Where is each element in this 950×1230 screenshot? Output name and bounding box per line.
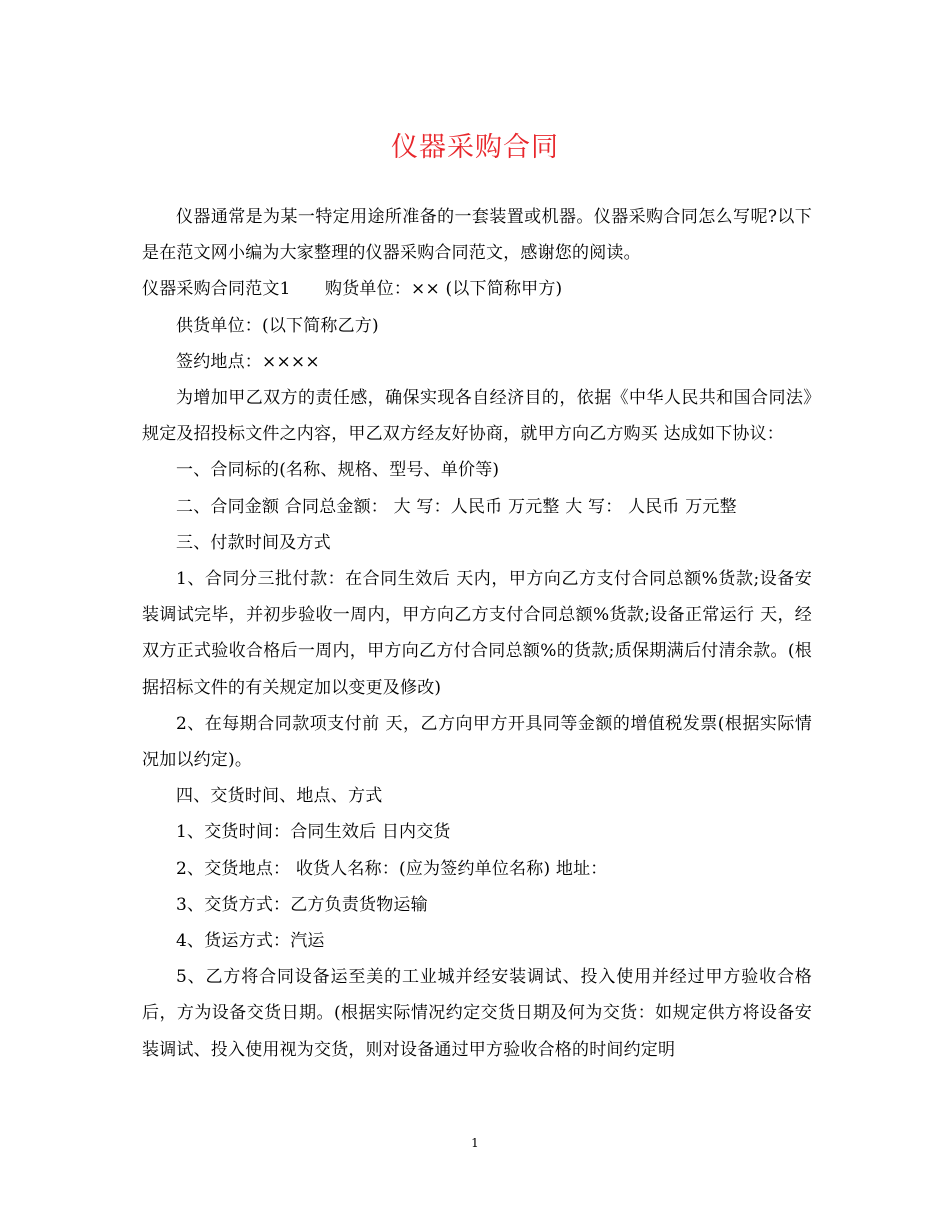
paragraph: 5、乙方将合同设备运至美的工业城并经安装调试、投入使用并经过甲方验收合格后，方为设备交货日期。(根据实际情况约定交货日期及何为交货：如规定供方将设备安装调试、投入使用视为交货，则对设备通过甲方验收合格的时间约定明	[142, 967, 812, 1060]
paragraph: 仪器采购合同范文1 购货单位：×× (以下简称甲方)	[142, 279, 563, 300]
paragraph: 为增加甲乙双方的责任感，确保实现各自经济目的，依据《中华人民共和国合同法》规定及招投标文件之内容，甲乙双方经友好协商，就甲方向乙方购买 达成如下协议：	[142, 388, 812, 445]
paragraph: 二、合同金额 合同总金额： 大 写：人民币 万元整 大 写： 人民币 万元整	[176, 496, 737, 517]
paragraph: 1、合同分三批付款：在合同生效后 天内，甲方向乙方支付合同总额%货款;设备安装调试完毕，并初步验收一周内，甲方向乙方支付合同总额%货款;设备正常运行 天，经双方正式验收合格后一周内，甲方向乙方付合同总额%的货款;质保期满后付清余款。(根据招标文件的有关规定加以变更及修改)	[142, 569, 812, 698]
paragraph: 2、在每期合同款项支付前 天，乙方向甲方开具同等金额的增值税发票(根据实际情况加以约定)。	[142, 713, 812, 771]
paragraph: 1、交货时间：合同生效后 日内交货	[176, 822, 451, 843]
paragraph: 三、付款时间及方式	[176, 532, 331, 553]
paragraph: 仪器通常是为某一特定用途所准备的一套装置或机器。仪器采购合同怎么写呢?以下是在范文网小编为大家整理的仪器采购合同范文，感谢您的阅读。	[142, 207, 812, 264]
paragraph: 一、合同标的(名称、规格、型号、单价等)	[176, 460, 500, 481]
page-number: 1	[471, 1136, 479, 1150]
paragraph: 供货单位：(以下简称乙方)	[176, 315, 379, 336]
document-body	[142, 199, 812, 1068]
paragraph: 四、交货时间、地点、方式	[176, 786, 383, 807]
paragraph: 2、交货地点： 收货人名称：(应为签约单位名称) 地址：	[176, 858, 608, 879]
document-title: 仪器采购合同	[391, 132, 559, 163]
paragraph: 3、交货方式：乙方负责货物运输	[176, 894, 428, 915]
paragraph: 4、货运方式：汽运	[176, 931, 325, 952]
paragraph: 签约地点：××××	[176, 351, 320, 372]
